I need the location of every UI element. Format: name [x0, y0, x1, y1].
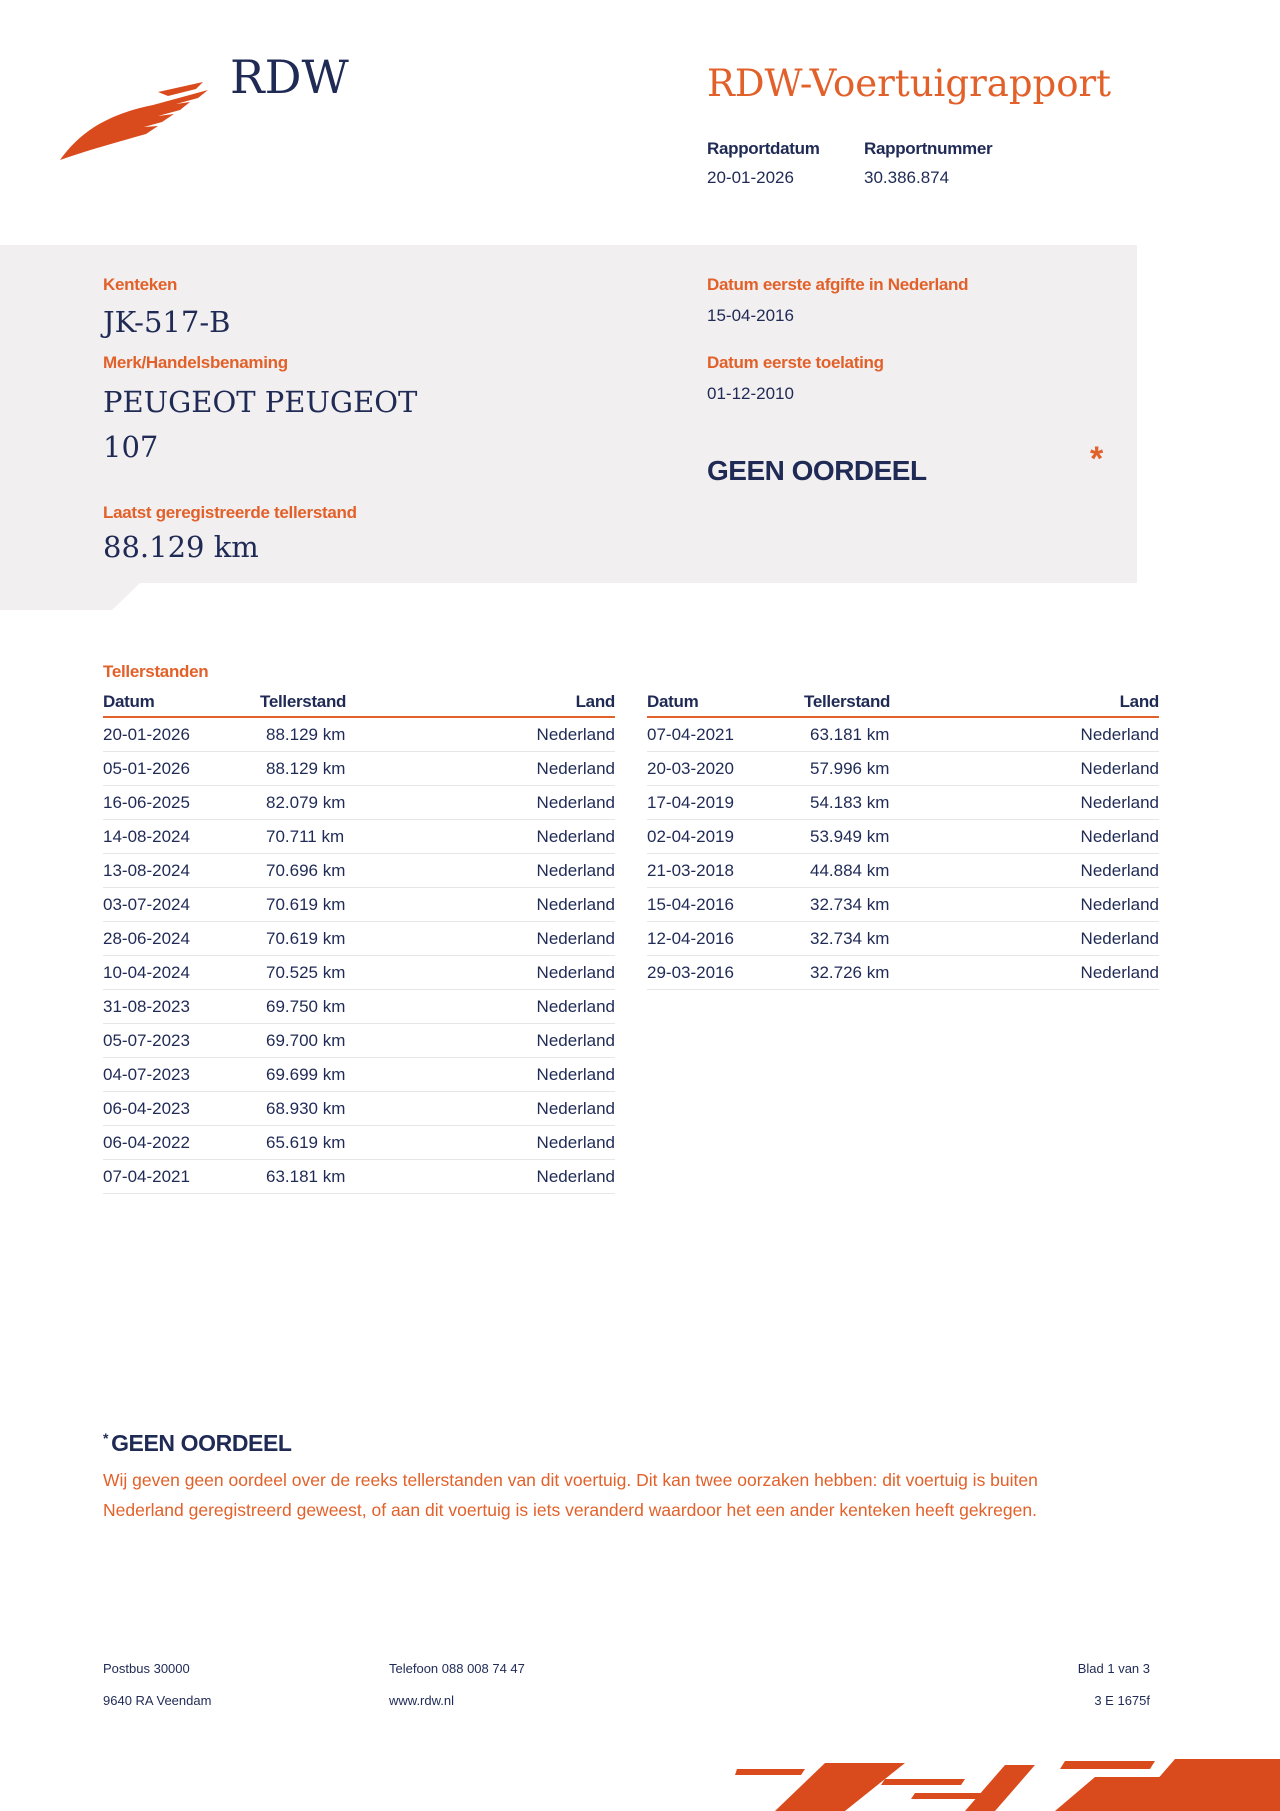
footer-phone: Telefoon 088 008 74 47 [389, 1661, 525, 1676]
column-header-reading: Tellerstand [260, 690, 440, 717]
reading-country: Nederland [984, 854, 1159, 888]
table-row [103, 990, 615, 1024]
reading-date: 06-04-2023 [103, 1092, 260, 1126]
verdict-asterisk: * [1090, 440, 1104, 478]
reading-km: 65.619 km [260, 1126, 440, 1160]
make-line-2: 107 [103, 430, 159, 464]
reading-km: 69.700 km [260, 1024, 440, 1058]
first-admission-date: 01-12-2010 [707, 384, 794, 403]
brand-name: RDW [230, 50, 349, 104]
table-row [103, 1092, 615, 1126]
reading-km: 69.750 km [260, 990, 440, 1024]
reading-km: 70.619 km [260, 922, 440, 956]
reading-km: 88.129 km [260, 717, 440, 752]
column-header-date: Datum [647, 690, 804, 717]
table-row [103, 1126, 615, 1160]
footer-code: 3 E 1675f [1094, 1693, 1150, 1708]
reading-country: Nederland [984, 956, 1159, 990]
reading-date: 07-04-2021 [103, 1160, 260, 1194]
reading-country: Nederland [440, 752, 615, 786]
footnote-title-text: GEEN OORDEEL [111, 1430, 292, 1456]
reading-km: 70.696 km [260, 854, 440, 888]
reading-km: 54.183 km [804, 786, 984, 820]
reading-date: 31-08-2023 [103, 990, 260, 1024]
report-date-label: Rapportdatum [707, 139, 820, 158]
table-row [647, 752, 1159, 786]
rdw-logo-icon [58, 80, 208, 162]
reading-country: Nederland [440, 922, 615, 956]
table-row [647, 922, 1159, 956]
reading-country: Nederland [440, 1160, 615, 1194]
table-row [103, 786, 615, 820]
reading-country: Nederland [984, 752, 1159, 786]
table-header-row [647, 690, 1159, 717]
first-issue-nl-date: 15-04-2016 [707, 306, 794, 325]
reading-date: 02-04-2019 [647, 820, 804, 854]
first-admission-label: Datum eerste toelating [707, 353, 884, 372]
odometer-value: 88.129 km [103, 530, 259, 564]
reading-date: 21-03-2018 [647, 854, 804, 888]
table-row [647, 888, 1159, 922]
readings-title: Tellerstanden [103, 662, 209, 681]
table-row [103, 888, 615, 922]
reading-country: Nederland [984, 786, 1159, 820]
footnote-text: Wij geven geen oordeel over de reeks tellerstanden van dit voertuig. Dit kan twee oorzaken hebben: dit voertuig is buiten Nederland geregistreerd geweest, of aan dit voertuig is iets veranderd waardoor het een ander kenteken heeft gekregen. [103, 1470, 1038, 1520]
reading-date: 03-07-2024 [103, 888, 260, 922]
make-line-1: PEUGEOT PEUGEOT [103, 385, 418, 419]
reading-km: 63.181 km [804, 717, 984, 752]
plate-label: Kenteken [103, 275, 178, 294]
first-issue-nl-label: Datum eerste afgifte in Nederland [707, 275, 969, 294]
reading-country: Nederland [984, 717, 1159, 752]
reading-country: Nederland [440, 786, 615, 820]
column-header-date: Datum [103, 690, 260, 717]
reading-country: Nederland [984, 820, 1159, 854]
make-label: Merk/Handelsbenaming [103, 353, 288, 372]
reading-date: 28-06-2024 [103, 922, 260, 956]
reading-country: Nederland [440, 820, 615, 854]
verdict-text: GEEN OORDEEL [707, 455, 927, 486]
table-row [103, 1058, 615, 1092]
footer-city: 9640 RA Veendam [103, 1693, 212, 1708]
reading-date: 06-04-2022 [103, 1126, 260, 1160]
reading-km: 82.079 km [260, 786, 440, 820]
reading-date: 15-04-2016 [647, 888, 804, 922]
table-row [103, 820, 615, 854]
footer-page-number: Blad 1 van 3 [1077, 1661, 1150, 1676]
panel-tab-decoration [0, 583, 140, 610]
table-row [103, 922, 615, 956]
report-number-label: Rapportnummer [864, 139, 993, 158]
reading-date: 04-07-2023 [103, 1058, 260, 1092]
reading-country: Nederland [440, 1126, 615, 1160]
readings-table-left [103, 690, 615, 1194]
report-title: RDW-Voertuigrapport [707, 62, 1112, 105]
column-header-reading: Tellerstand [804, 690, 984, 717]
table-row [103, 956, 615, 990]
footer-po-box: Postbus 30000 [103, 1661, 190, 1676]
footnote-title [103, 1430, 292, 1457]
reading-km: 68.930 km [260, 1092, 440, 1126]
reading-date: 10-04-2024 [103, 956, 260, 990]
reading-km: 70.619 km [260, 888, 440, 922]
column-header-country: Land [984, 690, 1159, 717]
reading-country: Nederland [984, 922, 1159, 956]
table-row [647, 854, 1159, 888]
reading-country: Nederland [440, 1092, 615, 1126]
table-header-row [103, 690, 615, 717]
reading-country: Nederland [440, 956, 615, 990]
reading-date: 29-03-2016 [647, 956, 804, 990]
reading-date: 12-04-2016 [647, 922, 804, 956]
reading-date: 05-07-2023 [103, 1024, 260, 1058]
reading-km: 32.734 km [804, 922, 984, 956]
reading-country: Nederland [984, 888, 1159, 922]
reading-date: 13-08-2024 [103, 854, 260, 888]
reading-date: 07-04-2021 [647, 717, 804, 752]
column-header-country: Land [440, 690, 615, 717]
footer-stripes-icon [735, 1755, 1280, 1811]
reading-country: Nederland [440, 1024, 615, 1058]
plate-number: JK-517-B [103, 305, 231, 339]
reading-country: Nederland [440, 854, 615, 888]
reading-country: Nederland [440, 1058, 615, 1092]
readings-table-right [647, 690, 1159, 990]
reading-km: 69.699 km [260, 1058, 440, 1092]
reading-km: 32.734 km [804, 888, 984, 922]
table-row [103, 717, 615, 752]
reading-km: 53.949 km [804, 820, 984, 854]
reading-date: 05-01-2026 [103, 752, 260, 786]
reading-km: 70.525 km [260, 956, 440, 990]
readings-right-body [647, 717, 1159, 990]
table-row [103, 854, 615, 888]
reading-km: 88.129 km [260, 752, 440, 786]
table-row [647, 717, 1159, 752]
reading-date: 20-03-2020 [647, 752, 804, 786]
table-row [103, 752, 615, 786]
reading-date: 16-06-2025 [103, 786, 260, 820]
reading-km: 63.181 km [260, 1160, 440, 1194]
reading-country: Nederland [440, 990, 615, 1024]
reading-km: 44.884 km [804, 854, 984, 888]
reading-date: 20-01-2026 [103, 717, 260, 752]
table-row [647, 956, 1159, 990]
readings-left-body [103, 717, 615, 1194]
reading-date: 14-08-2024 [103, 820, 260, 854]
table-row [647, 820, 1159, 854]
table-row [647, 786, 1159, 820]
footnote-star: * [103, 1430, 109, 1446]
reading-country: Nederland [440, 888, 615, 922]
report-number: 30.386.874 [864, 168, 950, 187]
table-row [103, 1024, 615, 1058]
reading-country: Nederland [440, 717, 615, 752]
footer-website[interactable]: www.rdw.nl [389, 1693, 455, 1708]
reading-km: 70.711 km [260, 820, 440, 854]
table-row [103, 1160, 615, 1194]
reading-date: 17-04-2019 [647, 786, 804, 820]
report-date: 20-01-2026 [707, 168, 794, 187]
reading-km: 57.996 km [804, 752, 984, 786]
reading-km: 32.726 km [804, 956, 984, 990]
odometer-label: Laatst geregistreerde tellerstand [103, 503, 357, 522]
